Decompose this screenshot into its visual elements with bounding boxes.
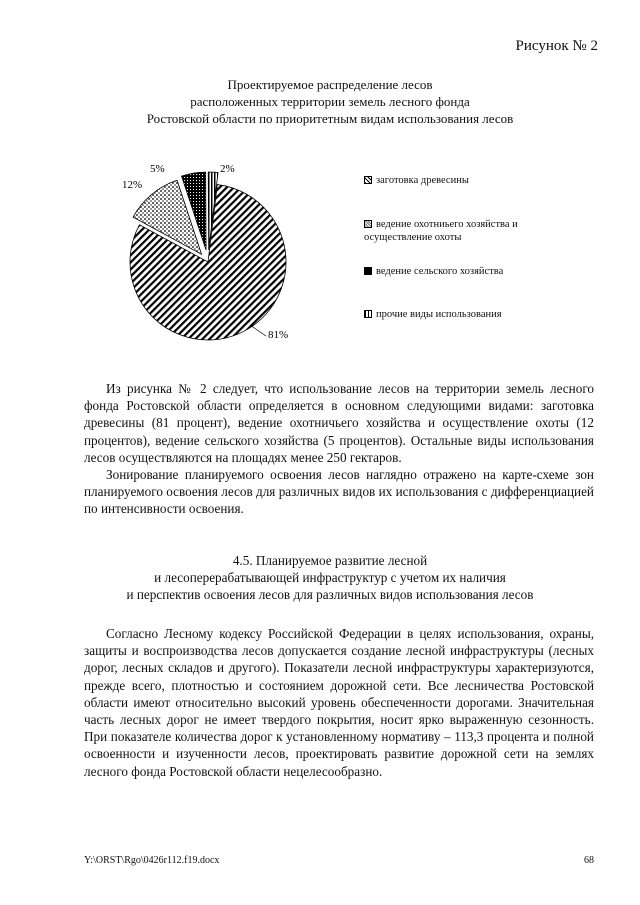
legend-entry-agriculture xyxy=(364,265,564,278)
figure-description xyxy=(84,380,594,518)
legend-swatch xyxy=(364,267,372,275)
section-title-line: и перспектив освоения лесов для различных видов использования лесов xyxy=(126,587,534,602)
pie-data-label: 81% xyxy=(268,329,289,341)
section-body xyxy=(84,625,594,780)
legend-label: ведение охотниьего хозяйства и осуществление охоты xyxy=(364,219,518,243)
legend-entry-other xyxy=(364,308,564,321)
legend-swatch xyxy=(364,176,372,184)
paragraph: Зонирование планируемого освоения лесов наглядно отражено на карте-схеме зон планируемого освоения лесов для различных видов их использования с дифференциацией по интенсивности освоения. xyxy=(84,467,594,517)
chart-title xyxy=(60,76,600,127)
footer-page-number: 68 xyxy=(584,855,594,866)
leader-line xyxy=(250,325,266,336)
section-title xyxy=(60,552,600,603)
paragraph: Согласно Лесному кодексу Российской Федерации в целях использования, охраны, защиты и воспроизводства лесов допускается создание лесной инфраструктуры (лесных дорог, лесных складов и другого). Показатели лесной инфраструктуры характеризуются, прежде всего, плотностью и состоянием дорожной сети. Все лесничества Ростовской области имеют относительно высокий уровень обеспеченности дорогами. Значительная часть лесных дорог не имеет твердого покрытия, носит ярко выраженную сезонность. При показателе количества дорог к установленному нормативу – 113,3 процента и полной освоенности и изученности лесов, проектировать развитие дорожной сети на землях лесного фонда Ростовской области нецелесообразно. xyxy=(84,626,594,779)
pie-data-label: 5% xyxy=(150,163,165,175)
legend-swatch xyxy=(364,310,372,318)
pie-data-label: 12% xyxy=(122,179,143,191)
figure-label: Рисунок № 2 xyxy=(515,38,598,54)
legend-entry-wood xyxy=(364,174,564,187)
paragraph: Из рисунка № 2 следует, что использование лесов на территории земель лесного фонда Ростовской области определяется в основном следующими видами: заготовка древесины (81 процент), ведение охотничьего хозяйства и осуществление охоты (12 процентов), ведение сельского хозяйства (5 процентов). Остальные виды использования лесов осуществляются на площадях менее 250 гектаров. xyxy=(84,381,594,465)
legend-label: ведение сельского хозяйства xyxy=(376,266,504,277)
section-title-line: 4.5. Планируемое развитие лесной xyxy=(232,553,428,568)
legend-swatch xyxy=(364,220,372,228)
chart-title-line: расположенных территории земель лесного фонда xyxy=(190,94,470,109)
section-title-line: и лесоперерабатывающей инфраструктур с учетом их наличия xyxy=(154,570,506,585)
pie-chart xyxy=(100,150,350,350)
footer-file-path: Y:\ORST\Rgo\0426r112.f19.docx xyxy=(84,855,220,866)
chart-title-line: Проектируемое распределение лесов xyxy=(227,77,433,92)
pie-data-label: 2% xyxy=(220,163,235,175)
legend-label: заготовка древесины xyxy=(376,175,469,186)
legend-entry-hunting xyxy=(364,218,554,244)
chart-title-line: Ростовской области по приоритетным видам использования лесов xyxy=(146,111,514,126)
legend-label: прочие виды использования xyxy=(376,309,502,320)
